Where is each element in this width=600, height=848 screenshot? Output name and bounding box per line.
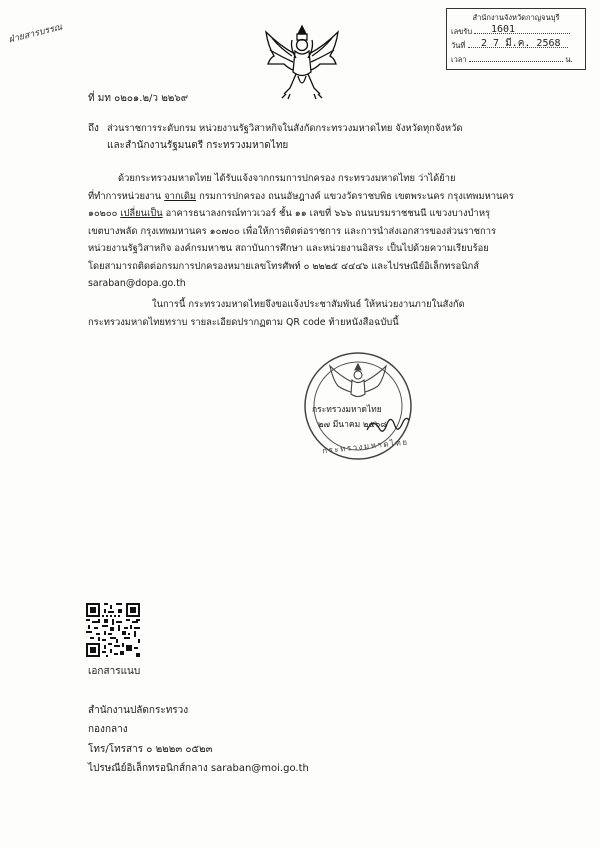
recipient-line-1: ส่วนราชการระดับกรม หน่วยงานรัฐวิสาหกิจในสังกัดกระทรวงมหาดไทย จังหวัดทุกจังหวัด <box>107 123 463 134</box>
stamp-date-label: วันที่ <box>451 41 466 50</box>
stamp-number-value: 1601 <box>491 24 516 35</box>
para1-line-7: saraban@dopa.go.th <box>88 278 186 289</box>
recipient-label: ถึง <box>88 123 99 134</box>
para1-line-5: หน่วยงานรัฐวิสาหกิจ องค์กรมหาชน สถาบันการศึกษา และหน่วยงานอิสระ เป็นไปด้วยความเรียบร้อย <box>88 243 489 254</box>
attachment-label: เอกสารแนบ <box>88 666 141 677</box>
garuda-emblem-icon <box>262 24 342 100</box>
seal-top-text: กระทรวงมหาดไทย <box>312 405 382 415</box>
paragraph-2 <box>88 296 465 331</box>
para2-line-2: กระทรวงมหาดไทยทราบ รายละเอียดปรากฏตาม QR code ท้ายหนังสือฉบับนี้ <box>88 316 399 328</box>
para2-line-1: ในการนี้ กระทรวงมหาดไทยจึงขอแจ้งประชาสัมพันธ์ ให้หน่วยงานภายในสังกัด <box>152 299 465 310</box>
signature-icon <box>365 412 411 438</box>
para1-underline-from: จากเดิม <box>164 190 197 202</box>
para1-line-3c: อาคารธนาลงกรณ์ทาวเวอร์ ชั้น ๑๑ เลขที่ ๖๖๖ ถนนบรมราชชนนี แขวงบางบำหรุ <box>162 208 491 219</box>
document-number: ที่ มท ๐๒๐๑.๒/ว ๒๒๖๙ <box>88 93 189 104</box>
para1-line-4: เขตบางพลัด กรุงเทพมหานคร ๑๐๗๐๐ เพื่อให้การติดต่อราชการ และการนำส่งเอกสารของส่วนราชการ <box>88 225 497 237</box>
corner-note: ฝ่ายสารบรรณ <box>7 22 64 46</box>
seal-date: ๒๗ มีนาคม ๒๕๖๘ <box>318 420 387 430</box>
recipient-line-2: และสำนักงานรัฐมนตรี กระทรวงมหาดไทย <box>107 140 289 151</box>
paragraph-1 <box>88 170 514 293</box>
receiving-stamp <box>446 8 586 70</box>
footer-phone: โทร/โทรสาร ๐ ๒๒๒๓ ๐๕๒๓ <box>88 744 213 755</box>
footer-office: สำนักงานปลัดกระทรวง <box>88 705 189 716</box>
para1-line-2 <box>88 188 514 206</box>
qr-code-icon[interactable] <box>86 603 140 657</box>
para1-line-3a: ๑๐๒๐๐ <box>88 208 121 219</box>
para1-line-3 <box>88 205 514 223</box>
para1-line-2a: ที่ทำการหน่วยงาน <box>88 190 165 202</box>
seal-ring-text: กระทรวงมหาดไทย <box>321 437 409 456</box>
para1-line-2c: กรมการปกครอง ถนนอัษฎางค์ แขวงวัดราชบพิธ เขตพระนคร กรุงเทพมหานคร <box>196 190 514 202</box>
footer-division: กองกลาง <box>88 724 128 735</box>
stamp-number-label: เลขรับ <box>451 27 473 36</box>
stamp-date-value: 2 7 มี.ค. 2568 <box>481 38 561 49</box>
para1-line-6: โดยสามารถติดต่อกรมการปกครองหมายเลขโทรศัพท์ ๐ ๒๒๒๕ ๔๔๔๖ และไปรษณีย์อิเล็กทรอนิกส์ <box>88 260 480 272</box>
footer-email[interactable]: ไปรษณีย์อิเล็กทรอนิกส์กลาง saraban@moi.go.th <box>88 763 309 774</box>
stamp-time-label: เวลา <box>451 55 467 64</box>
stamp-time-suffix: น. <box>565 55 573 64</box>
para1-underline-to: เปลี่ยนเป็น <box>120 208 163 219</box>
stamp-office: สำนักงานจังหวัดกาญจนบุรี <box>472 13 560 22</box>
para1-line-1: ด้วยกระทรวงมหาดไทย ได้รับแจ้งจากกรมการปกครอง กระทรวงมหาดไทย ว่าได้ย้าย <box>118 173 456 184</box>
